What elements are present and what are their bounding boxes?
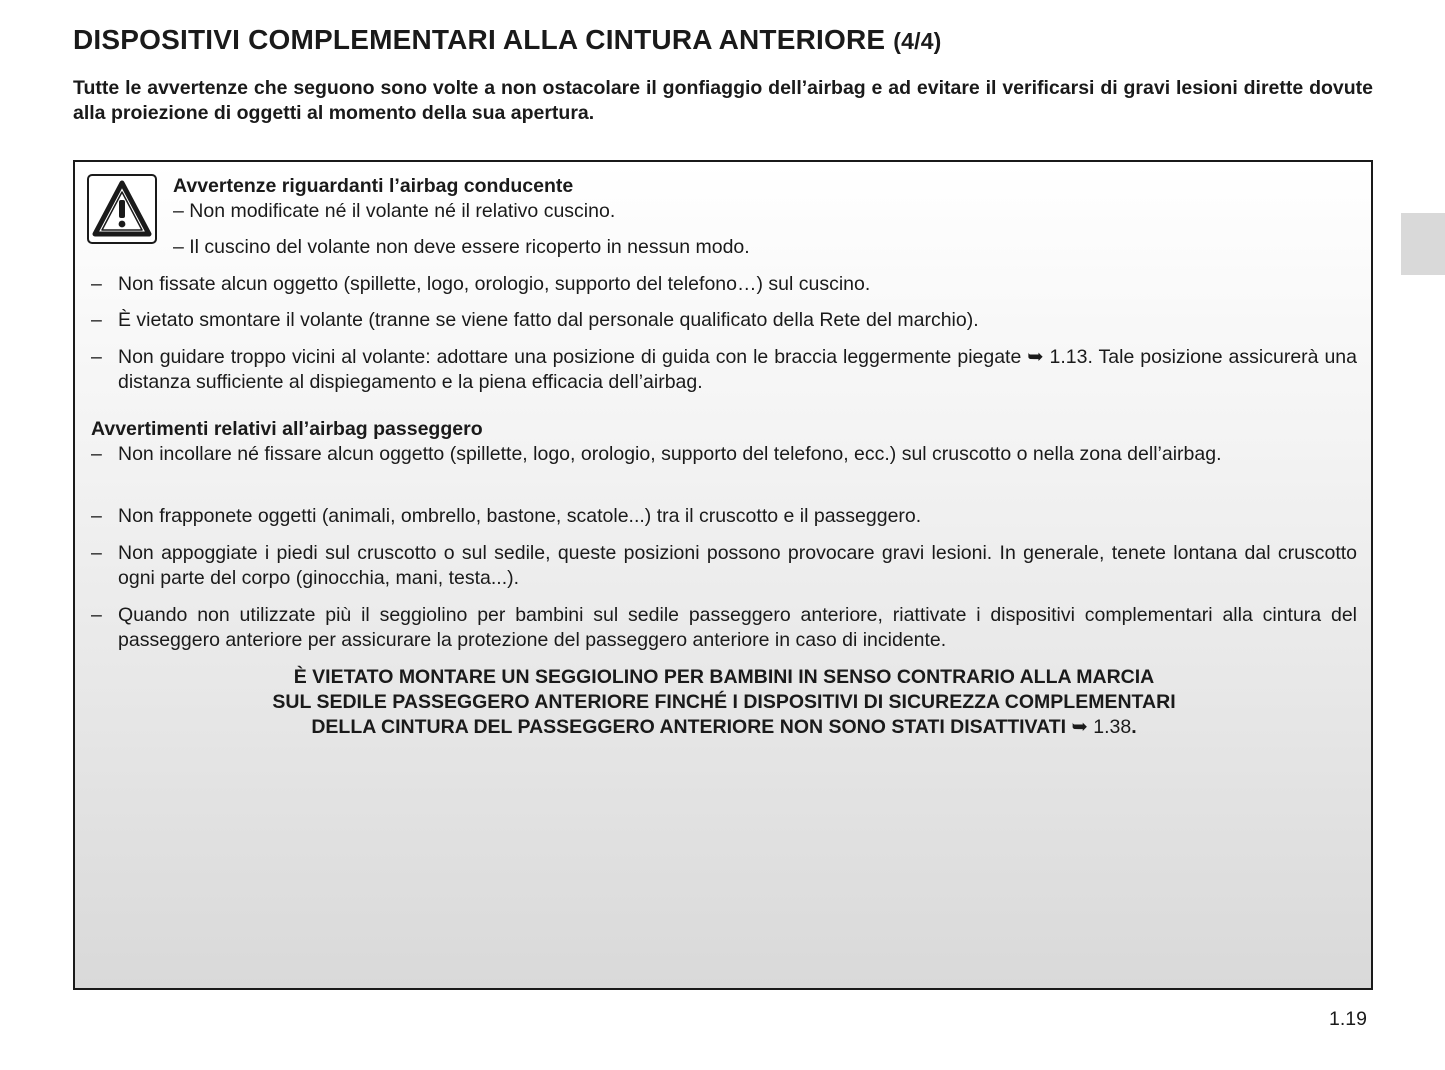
driver-list-item-text: Non guidare troppo vicini al volante: adottare una posizione di guida con le braccia leggermente piegate ➥ 1.13. Tale posizione assicurerà una distanza sufficiente al dispiegamento e la piena efficacia dell’airbag. — [118, 346, 1357, 393]
passenger-list-item — [91, 541, 1357, 591]
driver-list-item — [91, 308, 1357, 333]
driver-airbag-heading: Avvertenze riguardanti l’airbag conducente — [173, 175, 574, 197]
warning-box — [73, 160, 1373, 990]
passenger-list-item — [91, 442, 1357, 467]
driver-list-item — [91, 272, 1357, 297]
page-reference: ➥ 1.38 — [1071, 716, 1132, 738]
page-title-part: (4/4) — [893, 28, 942, 54]
page-title — [73, 24, 942, 56]
section-side-tab — [1401, 213, 1445, 275]
list-dash: – — [91, 443, 102, 465]
intro-paragraph: Tutte le avvertenze che seguono sono volte a non ostacolare il gonfiaggio dell’airbag e ad evitare il verificarsi di gravi lesioni dirette dovute alla proiezione di oggetti al momento della sua apertura. — [73, 77, 1373, 124]
list-dash: – — [91, 505, 102, 527]
page-number: 1.19 — [1329, 1008, 1367, 1030]
passenger-list-item — [91, 504, 1357, 529]
child-seat-warning-line-3-text: DELLA CINTURA DEL PASSEGGERO ANTERIORE NON SONO STATI DISATTIVATI — [311, 716, 1067, 738]
child-seat-warning-line-2: SUL SEDILE PASSEGGERO ANTERIORE FINCHÉ I DISPOSITIVI DI SICUREZZA COMPLEMENTARI — [272, 691, 1176, 713]
list-dash: – — [91, 309, 102, 331]
page-title-text: DISPOSITIVI COMPLEMENTARI ALLA CINTURA ANTERIORE — [73, 24, 886, 55]
warning-triangle-icon — [87, 174, 157, 244]
driver-note-1: – Non modificate né il volante né il relativo cuscino. — [173, 200, 616, 222]
passenger-airbag-heading: Avvertimenti relativi all’airbag passeggero — [91, 418, 483, 440]
driver-list-item — [91, 345, 1357, 395]
child-seat-warning-end: . — [1131, 716, 1137, 738]
passenger-list-item-text: Non appoggiate i piedi sul cruscotto o sul sedile, queste posizioni possono provocare gravi lesioni. In generale, tenete lontana dal cruscotto ogni parte del corpo (ginocchia, mani, testa...). — [118, 542, 1357, 589]
driver-list-item-text: Non fissate alcun oggetto (spillette, logo, orologio, supporto del telefono…) sul cuscino. — [118, 273, 871, 295]
list-dash: – — [91, 273, 102, 295]
child-seat-warning — [91, 665, 1357, 740]
list-dash: – — [91, 346, 102, 368]
driver-list-item-text: È vietato smontare il volante (tranne se viene fatto dal personale qualificato della Rete del marchio). — [118, 309, 979, 331]
child-seat-warning-line-3 — [91, 715, 1357, 740]
passenger-list-item-text: Non incollare né fissare alcun oggetto (spillette, logo, orologio, supporto del telefono, ecc.) sul cruscotto o nella zona dell’airbag. — [118, 443, 1222, 465]
passenger-list-item — [91, 603, 1357, 653]
passenger-list-item-text: Non frapponete oggetti (animali, ombrello, bastone, scatole...) tra il cruscotto e il passeggero. — [118, 505, 922, 527]
child-seat-warning-line-1: È VIETATO MONTARE UN SEGGIOLINO PER BAMBINI IN SENSO CONTRARIO ALLA MARCIA — [293, 666, 1155, 688]
driver-note-2: – Il cuscino del volante non deve essere ricoperto in nessun modo. — [173, 236, 750, 258]
list-dash: – — [91, 542, 102, 564]
passenger-list-item-text: Quando non utilizzate più il seggiolino per bambini sul sedile passeggero anteriore, riattivate i dispositivi complementari alla cintura del passeggero anteriore per assicurare la protezione del passeggero anteriore in caso di incidente. — [118, 604, 1357, 651]
list-dash: – — [91, 604, 102, 626]
